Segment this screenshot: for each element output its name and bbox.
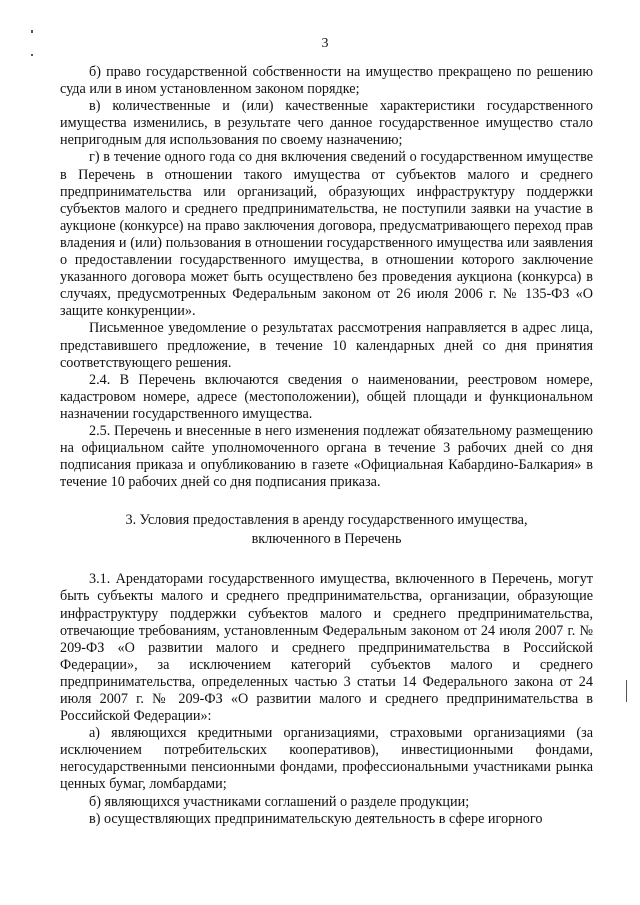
scan-mark-mid bbox=[31, 54, 33, 56]
paragraph-item-b: б) право государственной собственности на имущество прекращено по решению суда или в ином установленном законом порядке; bbox=[60, 64, 593, 98]
paragraph-item-v-2: в) осуществляющих предпринимательскую деятельность в сфере игорного bbox=[89, 810, 543, 827]
paragraph-item-g: г) в течение одного года со дня включения сведений о государственном имуществе в Перечень в отношении такого имущества от субъектов малого и среднего предпринимательства или организаций, образующих инфраструктуру поддержки субъектов малого и среднего предпринимательства, не поступили заявки на участие в аукционе (конкурсе) на право заключения договора, предусматривающего переход прав владения и (или) пользования в отношении государственного имущества или заявления о предоставлении государственного имущества, в отношении которого заключение указанного договора может быть осуществлено без проведения аукциона (конкурса) в случаях, предусмотренных Федеральным законом от 26 июля 2006 г. № 135-ФЗ «О защите конкуренции». bbox=[60, 149, 593, 320]
scan-mark-side bbox=[626, 680, 627, 702]
scan-mark-top bbox=[31, 30, 33, 33]
paragraph-2-4: 2.4. В Перечень включаются сведения о наименовании, реестровом номере, кадастровом номере, адресе (местоположении), общей площади и функциональном назначении государственного имущества. bbox=[60, 371, 593, 422]
paragraph-3-1: 3.1. Арендаторами государственного имущества, включенного в Перечень, могут быть субъекты малого и среднего предпринимательства, организации, образующие инфраструктуру поддержки субъектов малого и среднего предпринимательства, отвечающие требованиям, установленным Федеральным законом от 24 июля 2007 г. № 209-ФЗ «О развитии малого и среднего предпринимательства в Российской Федерации», за исключением категорий субъектов малого и среднего предпринимательства, определенных частью 3 статьи 14 Федерального закона от 24 июля 2007 г. № 209-ФЗ «О развитии малого и среднего предпринимательства в Российской Федерации»: bbox=[60, 571, 593, 725]
paragraph-item-a: а) являющихся кредитными организациями, страховыми организациями (за исключением потребительских кооперативов), инвестиционными фондами, негосударственными пенсионными фондами, профессиональными участниками рынка ценных бумаг, ломбардами; bbox=[60, 725, 593, 793]
document-body bbox=[60, 64, 593, 828]
section-heading-line-2: включенного в Перечень bbox=[251, 531, 402, 548]
paragraph-item-v: в) количественные и (или) качественные характеристики государственного имущества изменились, в результате чего данное государственное имущество стало непригодным для использования по своему назначению; bbox=[60, 98, 593, 149]
section-heading bbox=[60, 511, 593, 549]
paragraph-item-b-2: б) являющихся участниками соглашений о разделе продукции; bbox=[89, 793, 470, 810]
section-heading-line-1: 3. Условия предоставления в аренду государственного имущества, bbox=[125, 512, 528, 529]
paragraph-2-5: 2.5. Перечень и внесенные в него изменения подлежат обязательному размещению на официальном сайте уполномоченного органа в течение 3 рабочих дней со дня подписания приказа и опубликованию в газете «Официальная Кабардино-Балкария» в течение 10 рабочих дней со дня подписания приказа. bbox=[60, 422, 593, 491]
paragraph-notification: Письменное уведомление о результатах рассмотрения направляется в адрес лица, представившего предложение, в течение 10 календарных дней со дня принятия соответствующего решения. bbox=[60, 320, 593, 371]
page-number: 3 bbox=[321, 36, 329, 51]
